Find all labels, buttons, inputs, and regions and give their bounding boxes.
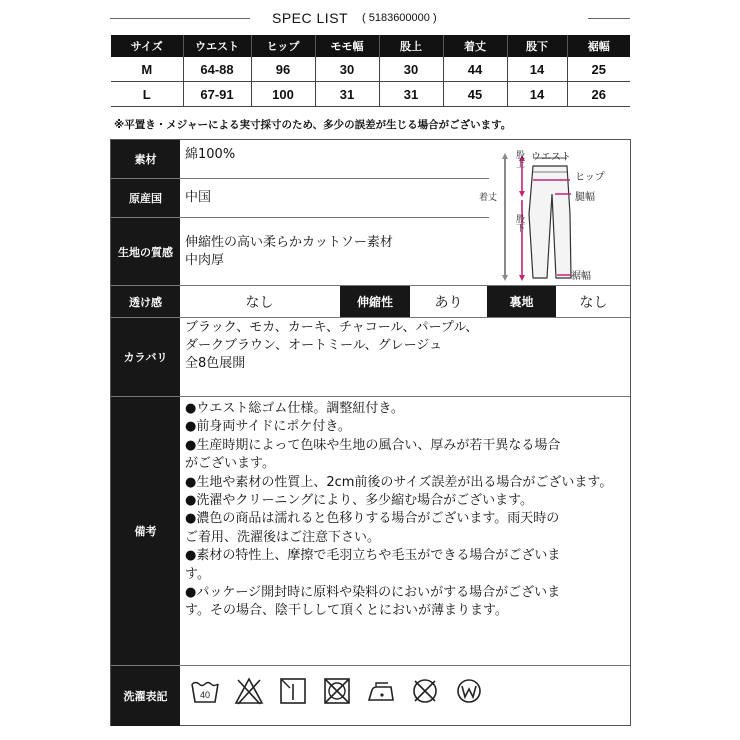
texture-label: 生地の質感 [111, 218, 180, 285]
wash-40-icon [190, 676, 220, 706]
diagram-label-inseam: 股下 [514, 214, 524, 232]
colors-line: ダークブラウン、オートミール、グレージュ [185, 338, 443, 353]
remarks-lines [185, 400, 612, 621]
texture-row [111, 217, 489, 285]
pants-measurement-diagram [479, 150, 627, 285]
table-cell: M [111, 57, 183, 82]
care-row [111, 665, 630, 726]
table-cell: L [111, 82, 183, 107]
remarks-row [111, 396, 630, 665]
measurement-note: ※平置き・メジャーによる実寸採寸のため、多少の誤差が生じる場合がございます。 [114, 119, 512, 131]
colors-line: 全8色展開 [185, 356, 246, 371]
col-hem: 裾幅 [567, 35, 630, 57]
remark-line: ●濃色の商品は濡れると色移りする場合がございます。雨天時の [185, 511, 560, 527]
no-bleach-icon [234, 676, 264, 706]
origin-value: 中国 [185, 190, 212, 205]
table-cell: 45 [443, 82, 507, 107]
remark-line: ●生産時期によって色味や生地の風合い、厚みが若干異なる場合 [185, 437, 561, 453]
origin-row [111, 178, 489, 217]
colors-lines [185, 319, 478, 373]
table-cell: 31 [379, 82, 443, 107]
remarks-value-cell [180, 397, 630, 665]
material-value: 綿100% [185, 147, 236, 162]
no-dry-clean-icon [410, 676, 440, 706]
diagram-label-rise: 股上 [514, 150, 524, 168]
remark-line: ●前身両サイドにポケ付き。 [185, 419, 351, 435]
remark-line: ご着用、洗濯後はご注意下さい。 [185, 529, 381, 545]
detail-table [110, 139, 631, 726]
remarks-label: 備考 [111, 397, 180, 665]
stretch-value: あり [434, 294, 463, 311]
remark-line: がございます。 [185, 456, 275, 472]
remark-line: ●生地や素材の性質上、2cm前後のサイズ誤差が出る場合がございます。 [185, 474, 613, 490]
origin-label: 原産国 [111, 179, 180, 217]
table-cell: 14 [507, 57, 567, 82]
table-cell: 25 [567, 57, 630, 82]
col-length: 着丈 [443, 35, 507, 57]
size-table-header [111, 35, 630, 57]
care-icons-cell [180, 666, 630, 726]
material-row [111, 140, 489, 178]
lining-label: 裏地 [487, 286, 556, 317]
col-size: サイズ [111, 35, 183, 57]
col-waist: ウエスト [183, 35, 251, 57]
remark-line: ●パッケージ開封時に原料や染料のにおいがする場合がございま [185, 585, 561, 601]
wet-clean-icon [454, 676, 484, 706]
table-cell: 100 [251, 82, 315, 107]
col-rise: 股上 [379, 35, 443, 57]
stretch-label: 伸縮性 [340, 286, 410, 317]
table-cell: 31 [315, 82, 379, 107]
sheer-value: なし [245, 294, 274, 311]
table-cell: 14 [507, 82, 567, 107]
material-value-cell [180, 140, 489, 178]
care-icons [190, 676, 484, 712]
iron-low-icon [366, 676, 396, 706]
col-inseam: 股下 [507, 35, 567, 57]
col-hip: ヒップ [251, 35, 315, 57]
diagram-label-hip: ヒップ [575, 172, 605, 183]
diagram-label-length: 着丈 [479, 193, 498, 203]
table-cell: 44 [443, 57, 507, 82]
texture-line: 中肉厚 [185, 253, 225, 268]
drip-dry-shade-icon [278, 676, 308, 706]
size-table [111, 35, 630, 107]
diagram-label-waist: ウエスト [531, 152, 571, 163]
features-row [111, 285, 630, 317]
table-cell: 96 [251, 57, 315, 82]
spec-header [110, 8, 630, 30]
sheer-label: 透け感 [111, 286, 180, 317]
diagram-label-thigh: 腿幅 [575, 192, 595, 203]
remark-line: す。その場合、陰干しして頂くとにおいが薄まります。 [185, 603, 508, 619]
table-row [111, 57, 630, 82]
spec-title: SPEC LIST [272, 10, 349, 26]
table-cell: 26 [567, 82, 630, 107]
col-thigh: モモ幅 [315, 35, 379, 57]
colors-line: ブラック、モカ、カーキ、チャコール、パープル、 [185, 320, 479, 335]
wash-temp: 40 [199, 690, 211, 700]
remark-line: ●素材の特性上、摩擦で毛羽立ちや毛玉ができる場合がございま [185, 548, 561, 564]
diagram-label-hem: 裾幅 [571, 271, 591, 282]
care-label: 洗濯表記 [111, 666, 180, 726]
colors-label: カラバリ [111, 318, 180, 396]
material-label: 素材 [111, 140, 180, 178]
header-rule-right [588, 18, 630, 19]
colors-value-cell [180, 318, 630, 396]
table-row [111, 82, 630, 107]
product-code: ( 5183600000 ) [362, 12, 437, 24]
origin-value-cell [180, 179, 489, 217]
table-cell: 64-88 [183, 57, 251, 82]
table-cell: 30 [379, 57, 443, 82]
table-cell: 67-91 [183, 82, 251, 107]
remark-line: ●洗濯やクリーニングにより、多少縮む場合がございます。 [185, 493, 534, 509]
no-tumble-dry-icon [322, 676, 352, 706]
header-rule-left [110, 18, 250, 19]
remark-line: ●ウエスト総ゴム仕様。調整紐付き。 [185, 401, 404, 416]
texture-value-cell [180, 218, 489, 285]
texture-line: 伸縮性の高い柔らかカットソー素材 [185, 235, 393, 250]
texture-lines [185, 234, 393, 270]
table-cell: 30 [315, 57, 379, 82]
colors-row [111, 317, 630, 396]
lining-value: なし [579, 294, 608, 311]
remark-line: す。 [185, 566, 210, 582]
